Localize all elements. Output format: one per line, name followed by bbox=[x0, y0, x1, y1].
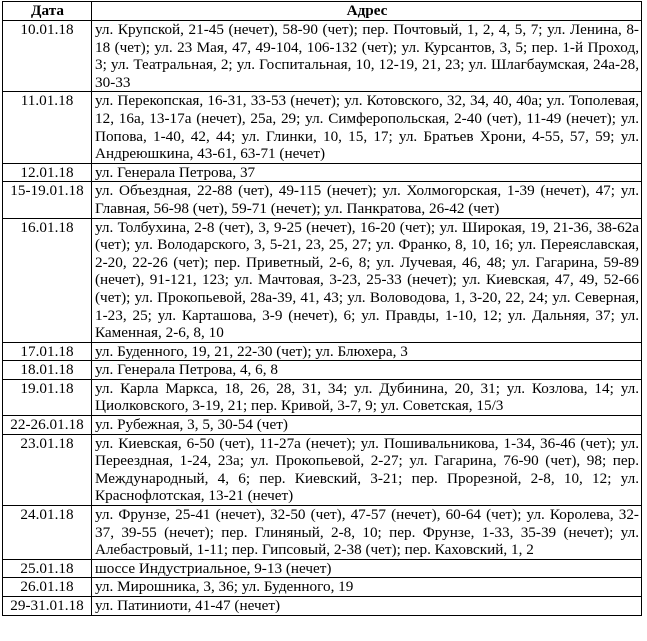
row-date: 18.01.18 bbox=[3, 361, 92, 380]
table-row bbox=[3, 361, 642, 380]
outage-schedule-table bbox=[2, 1, 642, 616]
row-address: ул. Буденного, 19, 21, 22-30 (чет); ул. Блюхера, 3 bbox=[92, 342, 642, 361]
row-date: 23.01.18 bbox=[3, 434, 92, 505]
row-date: 26.01.18 bbox=[3, 578, 92, 597]
row-address: ул. Фрунзе, 25-41 (нечет), 32-50 (чет), 47-57 (нечет), 60-64 (чет); ул. Королева, 32-37, 39-55 (нечет); пер. Глиняный, 2-8, 10; пер. Фрунзе, 1-33, 35-39 (нечет); ул. Алебастровый, 1-11; пер. Гипсовый, 2-38 (чет); пер. Каховский, 1, 2 bbox=[92, 506, 642, 560]
row-date: 17.01.18 bbox=[3, 342, 92, 361]
row-date: 29-31.01.18 bbox=[3, 597, 92, 616]
row-date: 16.01.18 bbox=[3, 218, 92, 342]
table-row bbox=[3, 416, 642, 435]
table-row bbox=[3, 342, 642, 361]
table-row bbox=[3, 379, 642, 415]
row-date: 12.01.18 bbox=[3, 163, 92, 182]
row-date: 19.01.18 bbox=[3, 379, 92, 415]
header-date: Дата bbox=[3, 2, 92, 21]
row-address: ул. Мирошника, 3, 36; ул. Буденного, 19 bbox=[92, 578, 642, 597]
table-row bbox=[3, 92, 642, 163]
header-address: Адрес bbox=[92, 2, 642, 21]
row-address: ул. Генерала Петрова, 4, 6, 8 bbox=[92, 361, 642, 380]
table-row bbox=[3, 578, 642, 597]
row-address: ул. Генерала Петрова, 37 bbox=[92, 163, 642, 182]
table-row bbox=[3, 434, 642, 505]
row-address: ул. Рубежная, 3, 5, 30-54 (чет) bbox=[92, 416, 642, 435]
table-row bbox=[3, 218, 642, 342]
row-address: ул. Перекопская, 16-31, 33-53 (нечет); ул. Котовского, 32, 34, 40, 40а; ул. Тополевая, 12, 16а, 13-17а (нечет), 25а, 29; ул. Симферопольская, 2-40 (чет), 11-49 (нечет); ул. Попова, 1-40, 42, 44; ул. Глинки, 10, 15, 17; ул. Братьев Хрони, 4-55, 57, 59; ул. Андреюшкина, 43-61, 63-71 (нечет) bbox=[92, 92, 642, 163]
row-address: ул. Объездная, 22-88 (чет), 49-115 (нечет); ул. Холмогорская, 1-39 (нечет), 47; ул. Главная, 56-98 (чет), 59-71 (нечет); ул. Панкратова, 26-42 (чет) bbox=[92, 182, 642, 218]
row-address: ул. Патиниоти, 41-47 (нечет) bbox=[92, 597, 642, 616]
table-row bbox=[3, 597, 642, 616]
row-address: ул. Крупской, 21-45 (нечет), 58-90 (чет); пер. Почтовый, 1, 2, 4, 5, 7; ул. Ленина, 8-18 (чет); ул. 23 Мая, 47, 49-104, 106-132 (чет); ул. Курсантов, 3, 5; пер. 1-й Проход, 3; ул. Театральная, 2; ул. Госпитальная, 10, 12-19, 21, 23; ул. Шлагбаумская, 24а-28, 30-33 bbox=[92, 21, 642, 92]
row-date: 15-19.01.18 bbox=[3, 182, 92, 218]
table-header-row bbox=[3, 2, 642, 21]
table-row bbox=[3, 506, 642, 560]
row-date: 24.01.18 bbox=[3, 506, 92, 560]
row-address: ул. Киевская, 6-50 (чет), 11-27а (нечет); ул. Пошивальникова, 1-34, 36-46 (чет); ул. Переездная, 1-24, 23а; ул. Прокопьевой, 2-27; ул. Гагарина, 76-90 (чет), 98; пер. Международный, 4, 6; пер. Киевский, 3-21; пер. Прорезной, 2-8, 10, 12; ул. Краснофлотская, 13-21 (нечет) bbox=[92, 434, 642, 505]
row-date: 10.01.18 bbox=[3, 21, 92, 92]
table-row bbox=[3, 21, 642, 92]
row-date: 11.01.18 bbox=[3, 92, 92, 163]
row-address: шоссе Индустриальное, 9-13 (нечет) bbox=[92, 559, 642, 578]
row-date: 22-26.01.18 bbox=[3, 416, 92, 435]
row-address: ул. Толбухина, 2-8 (чет), 3, 9-25 (нечет), 16-20 (чет); ул. Широкая, 19, 21-36, 38-62а (чет); ул. Володарского, 3, 5-21, 23, 25, 27; ул. Франко, 8, 10, 16; ул. Переяславская, 2-20, 22-26 (чет); пер. Приветный, 2-6, 8; ул. Лучевая, 46, 48; ул. Гагарина, 59-89 (нечет), 91-121, 123; ул. Мачтовая, 3-23, 25-33 (нечет); ул. Киевская, 47, 49, 52-66 (чет); ул. Прокопьевой, 28а-39, 41, 43; ул. Воловодова, 1, 3-20, 22, 24; ул. Северная, 1-23, 25; ул. Карташова, 3-9 (нечет), 6; ул. Правды, 1-10, 12; ул. Дальняя, 37; ул. Каменная, 2-6, 8, 10 bbox=[92, 218, 642, 342]
table-row bbox=[3, 163, 642, 182]
row-address: ул. Карла Маркса, 18, 26, 28, 31, 34; ул. Дубинина, 20, 31; ул. Козлова, 14; ул. Циолковского, 3-19, 21; пер. Кривой, 3-7, 9; ул. Советская, 15/3 bbox=[92, 379, 642, 415]
table-row bbox=[3, 182, 642, 218]
row-date: 25.01.18 bbox=[3, 559, 92, 578]
table-row bbox=[3, 559, 642, 578]
